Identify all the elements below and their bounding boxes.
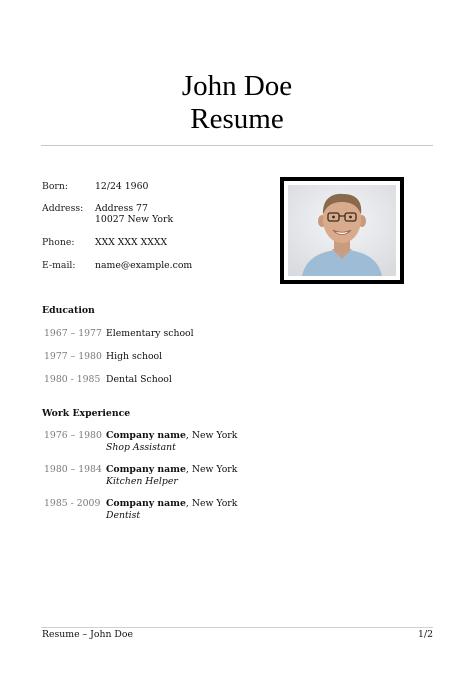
work-role: Dentist <box>106 510 141 521</box>
education-school: High school <box>106 351 163 362</box>
address-line-1: Address 77 <box>95 203 148 214</box>
education-heading: Education <box>42 305 95 316</box>
work-role: Shop Assistant <box>106 442 176 453</box>
work-years: 1976 – 1980 <box>44 430 102 441</box>
work-entry <box>106 430 237 454</box>
person-portrait-icon <box>288 185 396 276</box>
work-years: 1980 – 1984 <box>44 464 102 475</box>
work-company: Company name <box>106 464 186 475</box>
resume-subtitle: Resume <box>190 103 284 135</box>
work-entry <box>106 464 237 488</box>
work-company: Company name <box>106 430 186 441</box>
footer-title: Resume – John Doe <box>42 629 133 640</box>
work-role: Kitchen Helper <box>106 476 178 487</box>
born-label: Born: <box>42 181 68 192</box>
profile-photo-frame <box>280 177 404 284</box>
education-years: 1980 - 1985 <box>44 374 101 385</box>
work-location: , New York <box>185 464 238 475</box>
address-label: Address: <box>42 203 84 214</box>
address-line-2: 10027 New York <box>95 214 174 225</box>
work-years: 1985 - 2009 <box>44 498 101 509</box>
page-number: 1/2 <box>418 629 433 640</box>
phone-label: Phone: <box>42 237 75 248</box>
phone-value: XXX XXX XXXX <box>95 237 168 248</box>
education-years: 1967 – 1977 <box>44 328 102 339</box>
header-divider <box>41 145 433 146</box>
work-company: Company name <box>106 498 186 509</box>
born-value: 12/24 1960 <box>95 181 149 192</box>
education-years: 1977 – 1980 <box>44 351 102 362</box>
resume-name: John Doe <box>181 70 293 102</box>
work-experience-heading: Work Experience <box>42 408 131 419</box>
education-school: Elementary school <box>106 328 194 339</box>
education-school: Dental School <box>106 374 172 385</box>
work-location: , New York <box>185 430 238 441</box>
email-label: E-mail: <box>42 260 76 271</box>
email-value: name@example.com <box>95 260 193 271</box>
work-location: , New York <box>185 498 238 509</box>
profile-photo <box>288 185 396 276</box>
footer-divider <box>41 627 433 628</box>
work-entry <box>106 498 237 522</box>
